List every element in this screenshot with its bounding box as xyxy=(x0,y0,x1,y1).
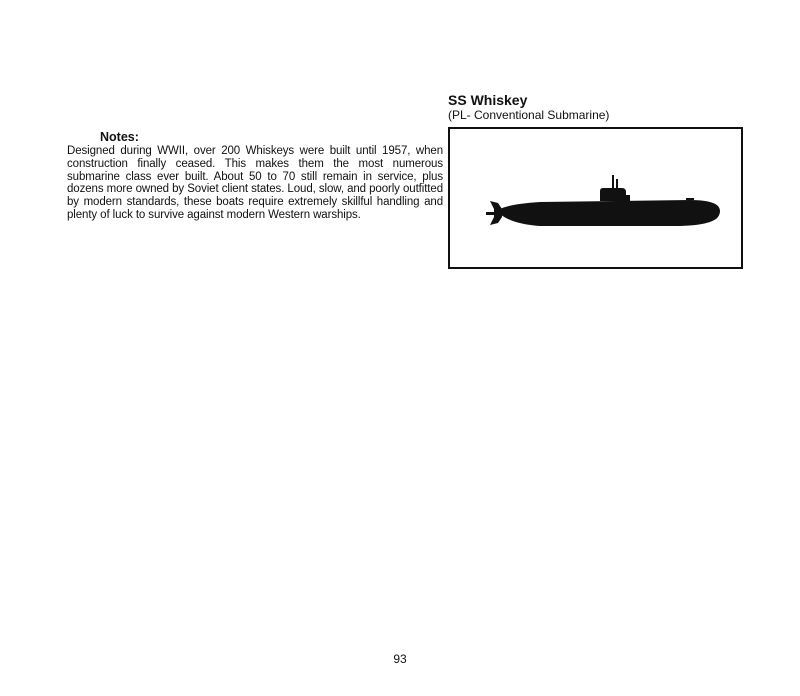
submarine-silhouette xyxy=(450,129,741,267)
notes-section xyxy=(67,130,443,222)
page-number: 93 xyxy=(393,652,407,666)
submarine-image-frame xyxy=(448,127,743,269)
page-subtitle: (PL- Conventional Submarine) xyxy=(448,108,610,122)
header xyxy=(448,93,609,122)
notes-heading: Notes: xyxy=(100,130,139,144)
notes-body: Designed during WWII, over 200 Whiskeys were built until 1957, when construction finally ceased. This makes them the most numerous submarine class ever built. About 50 to 70 still remain in service, plus dozens more owned by Soviet client states. Loud, slow, and poorly outfitted by modern standards, these boats require extremely skillful handling and plenty of luck to survive against modern Western warships. xyxy=(67,145,443,221)
page-title: SS Whiskey xyxy=(448,92,528,108)
